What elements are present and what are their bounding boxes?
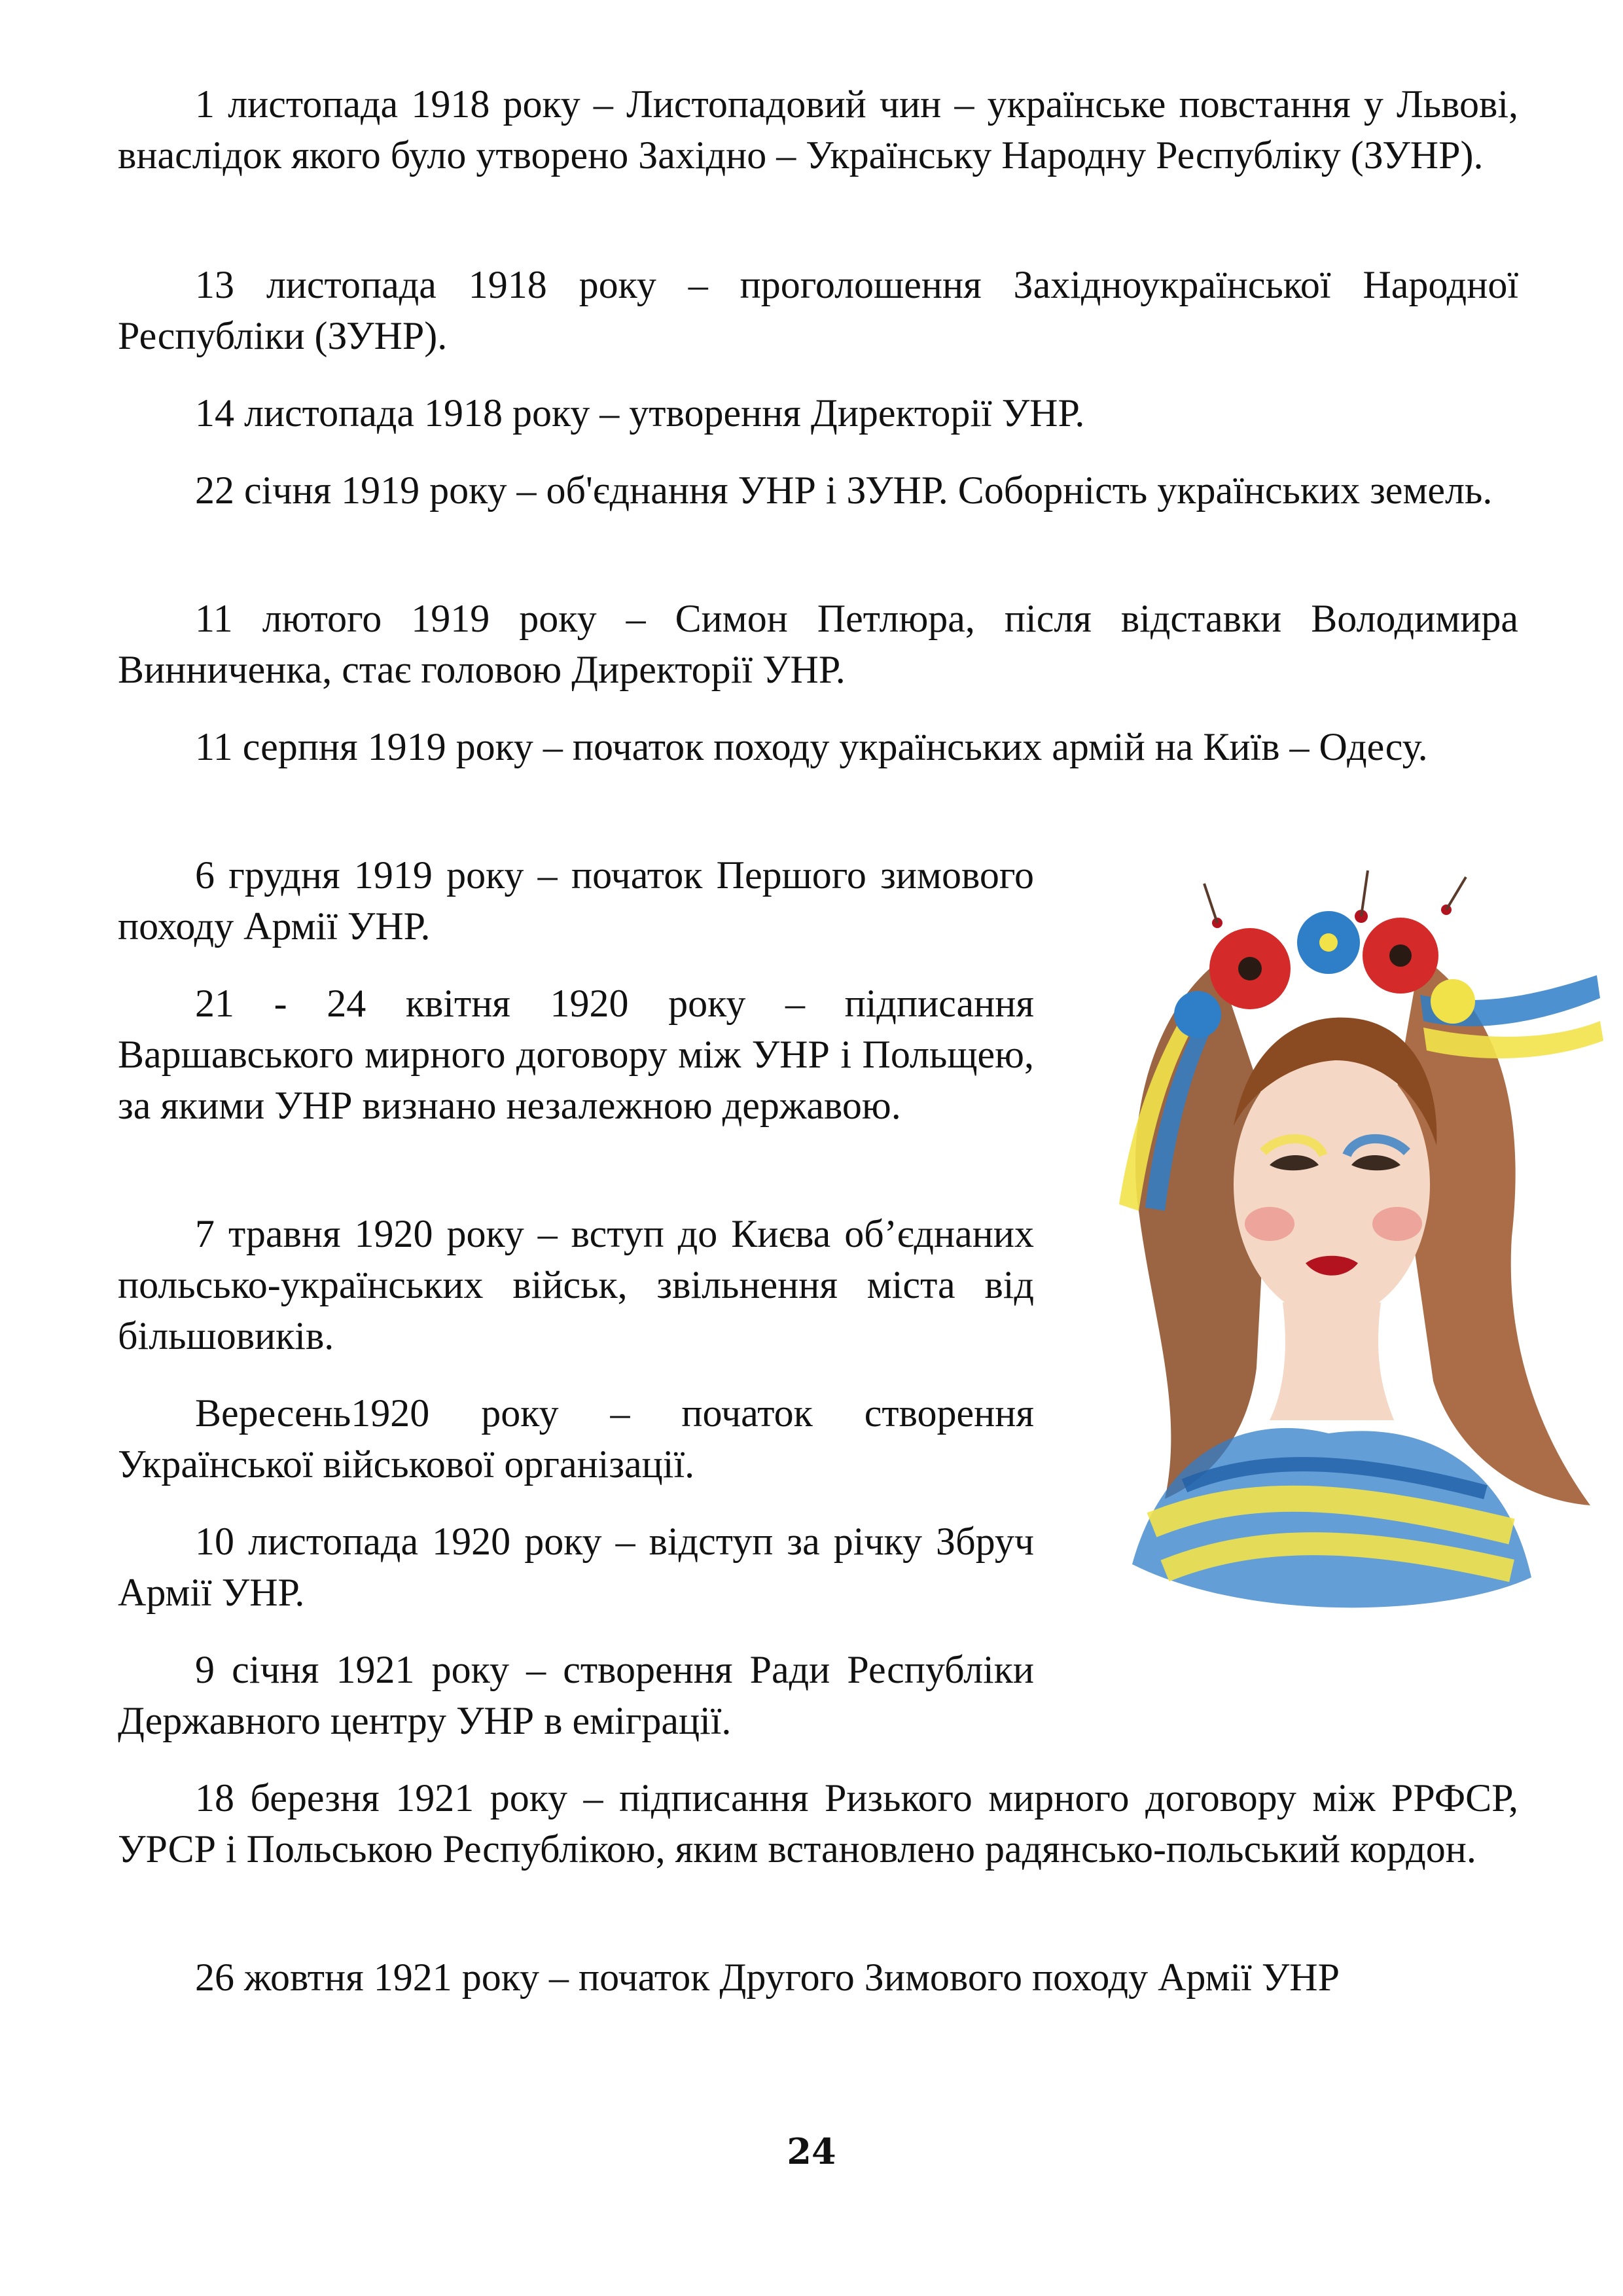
- entry-14: 26 жовтня 1921 року – початок Другого Зимового походу Армії УНР: [195, 1956, 1340, 1999]
- entry-9: 7 травня 1920 року – вступ до Києва об’єднаних польсько-українських військ, звільнення міста від більшовиків.: [118, 1212, 1034, 1357]
- entry-5: 11 лютого 1919 року – Симон Петлюра, після відставки Володимира Винниченка, стає головою Директорії УНР.: [118, 597, 1518, 691]
- entry-7: 6 грудня 1919 року – початок Першого зимового походу Армії УНР.: [118, 853, 1034, 948]
- entry-4: 22 січня 1919 року – об'єднання УНР і ЗУНР. Соборність українських земель.: [195, 469, 1493, 512]
- entry-1: 1 листопада 1918 року – Листопадовий чин – українське повстання у Львові, внаслідок якого було утворено Західно – Українську Народну Республіку (ЗУНР).: [118, 82, 1518, 177]
- entry-10: Вересень1920 року – початок створення Української військової організації.: [118, 1391, 1034, 1486]
- entry-2: 13 листопада 1918 року – проголошення Західноукраїнської Народної Республіки (ЗУНР).: [118, 263, 1518, 357]
- page-number: 24: [787, 2130, 836, 2172]
- entry-6: 11 серпня 1919 року – початок походу українських армій на Київ – Одесу.: [195, 725, 1428, 768]
- entry-13: 18 березня 1921 року – підписання Ризького мирного договору між РРФСР, УРСР і Польською Республікою, яким встановлено радянсько-польський кордон.: [118, 1776, 1518, 1871]
- entry-11: 10 листопада 1920 року – відступ за річку Збруч Армії УНР.: [118, 1520, 1034, 1614]
- ukrainian-woman-watercolor-icon: [1054, 844, 1610, 1656]
- entry-8: 21 - 24 квітня 1920 року – підписання Варшавського мирного договору між УНР і Польщею, за якими УНР визнано незалежною державою.: [118, 982, 1034, 1127]
- entry-12: 9 січня 1921 року – створення Ради Республіки Державного центру УНР в еміграції.: [118, 1648, 1034, 1742]
- entry-3: 14 листопада 1918 року – утворення Директорії УНР.: [195, 391, 1085, 435]
